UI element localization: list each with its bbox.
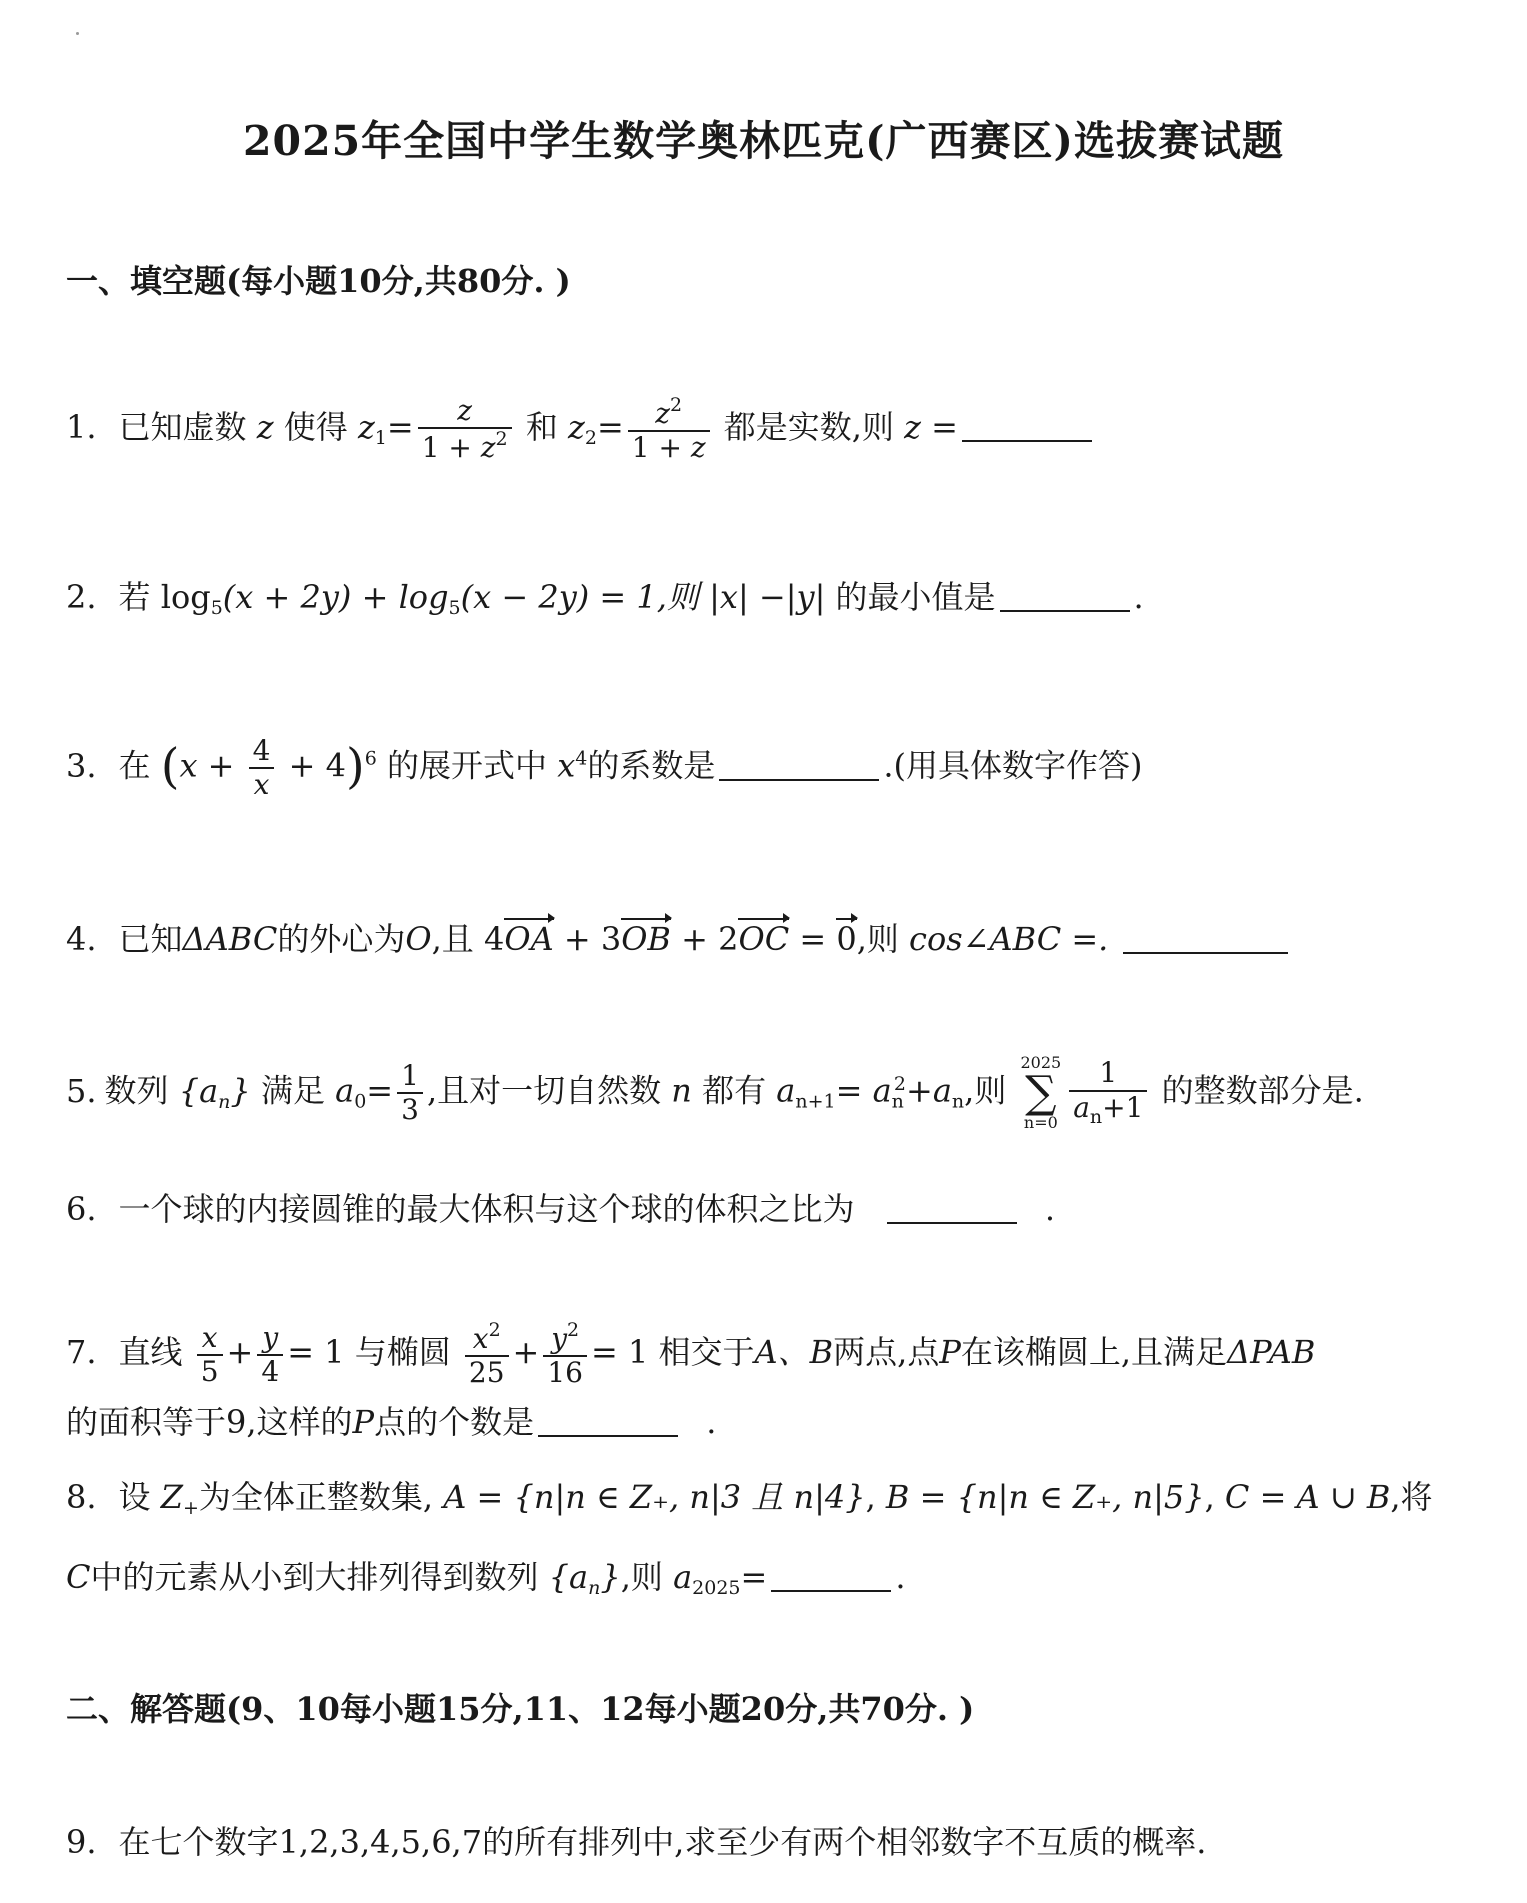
fraction: $\frac{y^2}{16}$ — [543, 1320, 587, 1389]
fraction: $\frac{x^2}{25}$ — [465, 1320, 509, 1389]
section-fill-in-heading: 一、填空题(每小题10分,共80分. ) — [66, 262, 571, 300]
question-number: 1. — [66, 408, 97, 447]
question-7: 7. 直线 $\frac{x}{5}$ + $\frac{y}{4}$ = 1 与椭圆 $\frac{x^2}{25}$ + $\frac{y^2}{16}$ = 1 相交于A、B两点,点P在该椭圆上,且满足ΔPAB — [66, 1319, 1316, 1390]
question-6: 6. 一个球的内接圆锥的最大体积与这个球的体积之比为 . — [66, 1190, 1056, 1228]
answer-blank[interactable] — [1123, 924, 1288, 954]
question-2: 2. 若 $\log_5(x + 2y) + \log_5(x - 2y) = 1$,则 |x| −|y| 的最小值是 . — [66, 578, 1144, 619]
question-number: 3. — [66, 746, 97, 785]
question-number: 9. — [66, 1823, 97, 1861]
answer-blank[interactable] — [538, 1407, 678, 1437]
fraction: $\frac{x}{5}$ — [197, 1322, 223, 1388]
fraction: $\frac{y}{4}$ — [257, 1322, 283, 1388]
section-answer-heading: 二、解答题(9、10每小题15分,11、12每小题20分,共70分. ) — [66, 1690, 975, 1728]
summation: 2025 ∑ n=0 — [1020, 1053, 1062, 1132]
fraction: $\frac{z^2}{1 + z}$ — [628, 395, 710, 464]
question-8: 8. 设 $Z_+$为全体正整数集, A = {n|n ∈ Z₊, n|3 且 n|4}, B = {n|n ∈ Z₊, n|5}, C = A ∪ B,将 — [66, 1478, 1433, 1519]
question-number: 2. — [66, 578, 97, 616]
question-number: 4. — [66, 920, 97, 958]
question-4: 4. 已知ΔABC的外心为O,且 4OA + 3OB + 2OC = 0,则 cos∠ABC =. — [66, 920, 1292, 958]
question-number: 5. — [66, 1071, 97, 1110]
question-number: 7. — [66, 1333, 97, 1372]
answer-blank[interactable] — [771, 1562, 891, 1592]
question-9: 9. 在七个数字1,2,3,4,5,6,7的所有排列中,求至少有两个相邻数字不互质的概率. — [66, 1823, 1207, 1861]
answer-blank[interactable] — [887, 1194, 1017, 1224]
page-title: 2025年全国中学生数学奥林匹克(广西赛区)选拔赛试题 — [243, 117, 1284, 165]
question-8-line-2: C中的元素从小到大排列得到数列 $\{a_n\}$,则 $a_{2025}=$ . — [66, 1558, 906, 1599]
fraction: $\frac{1}{a_n+1}$ — [1069, 1057, 1147, 1128]
fraction: $\frac{z}{1 + z^2}$ — [418, 395, 512, 464]
question-3: 3. 在 (x + $\frac{4}{x}$ + 4)$^6$ 的展开式中 $x^4$的系数是 .(用具体数字作答) — [66, 734, 1143, 802]
answer-blank[interactable] — [719, 751, 879, 781]
answer-blank[interactable] — [962, 412, 1092, 442]
question-1: 1. 已知虚数 z 使得 $z_1=$ $\frac{z}{1 + z^2}$ 和 $z_2=$ $\frac{z^2}{1 + z}$ 都是实数,则 z = — [66, 395, 1096, 464]
scan-speck — [76, 32, 79, 35]
fraction: $\frac{4}{x}$ — [249, 735, 275, 801]
question-5: 5. 数列 $\{a_n\}$ 满足 $a_0=$ $\frac{1}{3}$ ,且对一切自然数 n 都有 $a_{n+1}= a_n^2+a_n$,则 2025 ∑ n=0 $\frac{1}{a_n+1}$ 的整数部分是. — [66, 1053, 1364, 1132]
question-number: 6. — [66, 1190, 97, 1228]
question-number: 8. — [66, 1478, 97, 1516]
answer-blank[interactable] — [1000, 582, 1130, 612]
question-7-line-2: 的面积等于9,这样的P点的个数是 . — [66, 1403, 717, 1441]
fraction: $\frac{1}{3}$ — [397, 1060, 423, 1126]
